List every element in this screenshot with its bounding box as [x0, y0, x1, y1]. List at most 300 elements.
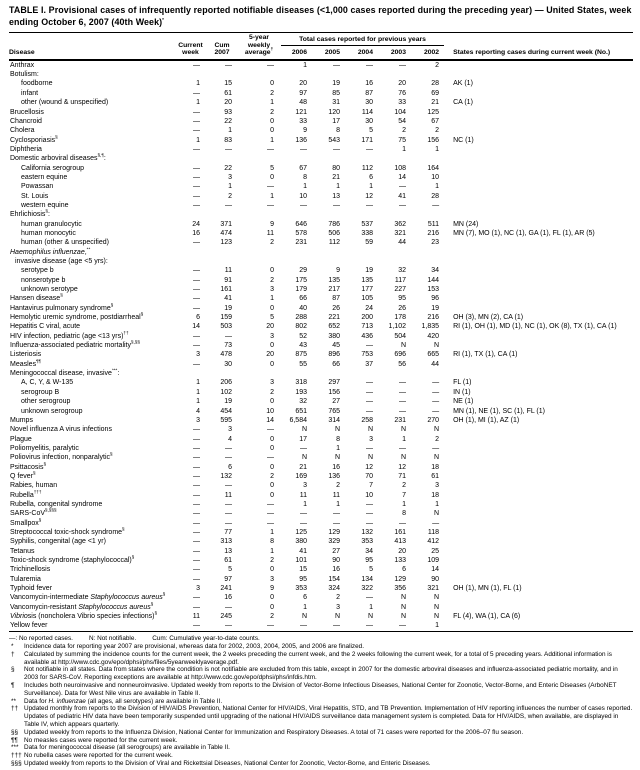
table-row	[9, 276, 633, 285]
footnote-mark: ¶¶	[11, 736, 18, 744]
value-cell: 2	[270, 239, 274, 247]
value-cell: 125	[427, 108, 440, 116]
value-cell: 80	[332, 164, 340, 172]
value-cell: 537	[361, 220, 373, 228]
value-cell: —	[267, 201, 274, 209]
table-row	[9, 220, 633, 229]
footnote-mark: §§§	[11, 759, 22, 767]
value-cell: —	[333, 145, 340, 153]
value-cell: 21	[431, 99, 440, 107]
value-cell: 5	[369, 127, 373, 135]
value-cell: 56	[398, 360, 406, 368]
footnote-text: Data for H. influenzae (all ages, all serotypes) are available in Table II.	[24, 697, 223, 705]
value-cell: —	[366, 145, 373, 153]
value-cell: —	[333, 510, 340, 518]
disease-name: Tularemia	[10, 575, 41, 583]
value-cell: 118	[427, 528, 440, 536]
value-cell: N	[400, 613, 406, 621]
value-cell: N	[400, 603, 406, 611]
footnote-mark: §§	[11, 728, 19, 736]
value-cell: 651	[295, 407, 307, 415]
table-row	[9, 378, 633, 387]
states-cell	[445, 173, 633, 182]
value-cell: —	[300, 444, 307, 452]
footnote-marker: §	[122, 526, 125, 532]
value-cell: —	[206, 621, 238, 631]
value-cell: 0	[270, 491, 274, 499]
value-cell: —	[193, 482, 200, 490]
footnote-marker: §	[38, 517, 42, 523]
value-cell: 161	[220, 286, 232, 294]
value-cell: —	[193, 500, 200, 508]
section-row	[9, 257, 633, 266]
value-cell: 0	[270, 566, 274, 574]
value-cell: N	[334, 426, 340, 434]
value-cell: 12	[365, 192, 373, 200]
value-cell: —	[432, 519, 440, 527]
value-cell: —	[399, 61, 406, 69]
value-cell: —	[193, 491, 200, 499]
table-header	[9, 33, 633, 60]
table-row	[9, 481, 633, 490]
value-cell: 270	[427, 416, 440, 424]
value-cell: 67	[299, 164, 307, 172]
value-cell: 91	[224, 276, 232, 284]
value-cell: —	[193, 360, 200, 368]
value-cell: 1	[303, 61, 307, 69]
column-header-year: 2006	[280, 46, 313, 60]
value-cell: 9	[270, 585, 274, 593]
value-cell: 125	[295, 528, 307, 536]
value-cell: 20	[398, 80, 406, 88]
value-cell: 32	[299, 398, 307, 406]
value-cell: 121	[295, 108, 307, 116]
value-cell: 288	[295, 314, 307, 322]
value-cell: 95	[365, 557, 373, 564]
value-cell: —	[399, 388, 406, 396]
value-cell: 33	[398, 99, 406, 107]
table-row	[9, 593, 633, 602]
value-cell: 10	[299, 192, 307, 200]
section-row	[9, 369, 633, 378]
value-cell: 11	[332, 491, 340, 499]
value-cell: 90	[332, 557, 340, 564]
value-cell: 4	[228, 435, 232, 443]
column-header-current-week: Current week	[175, 33, 206, 60]
value-cell: —	[225, 145, 232, 153]
value-cell: 164	[427, 164, 440, 172]
table-row	[9, 407, 633, 416]
states-cell: MN (1), NE (1), SC (1), FL (1)	[453, 407, 545, 415]
value-cell: 87	[332, 295, 340, 303]
value-cell: 161	[394, 528, 406, 536]
footnote-marker: §	[55, 134, 58, 140]
value-cell: 227	[394, 286, 406, 294]
value-cell: 27	[332, 547, 340, 555]
value-cell: 22	[224, 164, 232, 172]
table-row	[9, 556, 633, 565]
footnote-marker: †††	[33, 489, 42, 495]
value-cell: 135	[361, 276, 373, 284]
value-cell: 77	[224, 528, 232, 536]
value-cell: 258	[361, 416, 373, 424]
value-cell: —	[193, 342, 200, 350]
table-row	[9, 360, 633, 369]
value-cell: N	[301, 613, 307, 621]
value-cell: 0	[270, 342, 274, 350]
value-cell: 132	[220, 472, 232, 480]
footnote-mark: ††	[11, 705, 19, 713]
table-row	[9, 164, 633, 173]
table-row	[9, 98, 633, 107]
value-cell: 3	[228, 426, 232, 434]
states-cell	[445, 341, 633, 350]
footnote	[9, 729, 633, 737]
value-cell: —	[399, 183, 406, 191]
italic-text: Haemophilus influenzae	[10, 248, 85, 256]
value-cell: N	[434, 603, 440, 611]
disease-name: Yellow fever	[9, 621, 175, 631]
states-cell: OH (1), MN (1), FL (1)	[453, 585, 522, 593]
value-cell: 0	[270, 267, 274, 275]
column-header-states: States reporting cases during current week (No.)	[445, 33, 633, 60]
value-cell: 171	[361, 136, 373, 144]
legend-item: N: Not notifiable.	[88, 634, 137, 642]
footnote	[9, 698, 633, 706]
value-cell: N	[301, 454, 307, 462]
value-cell: N	[400, 426, 406, 434]
disease-name: Measles¶¶	[10, 358, 42, 368]
value-cell: 13	[224, 547, 232, 555]
value-cell: —	[432, 444, 440, 452]
value-cell: 1	[270, 547, 274, 555]
section-row	[9, 154, 633, 163]
value-cell: 504	[394, 332, 406, 340]
value-cell: 0	[270, 304, 274, 312]
footnote	[9, 651, 633, 667]
value-cell: 8	[270, 538, 274, 546]
value-cell: —	[193, 267, 200, 275]
value-cell: 33	[299, 117, 307, 125]
value-cell: 104	[394, 108, 406, 116]
value-cell: 1	[270, 192, 274, 200]
italic-text: Vibrio	[10, 613, 28, 621]
states-cell	[445, 192, 633, 201]
table-row	[9, 332, 633, 341]
value-cell: —	[366, 201, 373, 209]
disease-name: human (other & unspecified)	[21, 239, 109, 247]
value-cell: 1	[196, 398, 200, 406]
value-cell: —	[193, 528, 200, 536]
value-cell: 2	[435, 61, 440, 69]
value-cell: 356	[394, 585, 406, 593]
value-cell: 1	[336, 444, 340, 452]
states-cell	[445, 593, 633, 602]
value-cell: —	[300, 519, 307, 527]
footnote-text: Updated monthly from reports to the Division of HIV/AIDS Prevention, National Center for HIV/AIDS, Viral Hepatitis, STD, and TB Prevention. Implementation of HIV reporting influences the number of cases reported. Updates of pediatric HIV data have been temporarily suspended until upgrading of the national HIV/AIDS surveillance data management system is completed. Data for HIV/AIDS, when available, are displayed in Table IV, which appears quarterly.	[24, 705, 633, 728]
states-cell	[445, 201, 633, 210]
value-cell: 1	[336, 500, 340, 508]
footnote-mark: **	[11, 697, 16, 705]
value-cell: 19	[224, 304, 232, 312]
footnotes	[9, 643, 633, 768]
value-cell: 206	[220, 379, 232, 387]
value-cell: —	[267, 454, 274, 462]
table-row	[9, 182, 633, 191]
value-cell: 66	[332, 360, 340, 368]
value-cell: 1	[228, 183, 232, 191]
value-cell: 8	[402, 510, 406, 518]
footnote-marker: §	[32, 470, 36, 476]
disease-name: Cyclosporiasis§	[10, 134, 58, 144]
value-cell: 16	[365, 80, 373, 88]
value-cell: 2	[270, 89, 274, 97]
value-cell: 511	[427, 220, 440, 228]
disease-name: St. Louis	[21, 192, 49, 200]
footnote-marker: ††	[123, 330, 129, 336]
value-cell: 0	[270, 603, 274, 611]
value-cell: 420	[427, 332, 440, 340]
disease-name: other (wound & unspecified)	[21, 99, 109, 107]
value-cell: 646	[295, 220, 307, 228]
value-cell: 3	[369, 435, 373, 443]
value-cell: 69	[431, 89, 440, 97]
table-row	[9, 266, 633, 275]
table-row	[9, 537, 633, 546]
table-row	[9, 575, 633, 584]
value-cell: 380	[295, 538, 307, 546]
value-cell: N	[400, 594, 406, 602]
footnote-marker: ***	[111, 367, 118, 373]
table-row	[9, 313, 633, 322]
value-cell: 896	[328, 351, 340, 359]
value-cell: —	[366, 61, 373, 69]
value-cell: 159	[220, 314, 232, 322]
table-row	[9, 173, 633, 182]
states-cell: OH (3), MN (2), CA (1)	[453, 314, 524, 322]
value-cell: 76	[398, 89, 406, 97]
value-cell: —	[267, 61, 274, 69]
value-cell: —	[225, 61, 232, 69]
value-cell: 156	[328, 388, 340, 396]
value-cell: —	[193, 201, 200, 209]
states-cell	[445, 575, 633, 584]
value-cell: 1	[303, 500, 307, 508]
value-cell: —	[333, 519, 340, 527]
value-cell: —	[193, 557, 200, 564]
value-cell: 44	[398, 239, 406, 247]
value-cell: 353	[361, 538, 373, 546]
value-cell: —	[267, 510, 274, 518]
value-cell: —	[366, 398, 373, 406]
value-cell: —	[193, 603, 200, 611]
value-cell: —	[193, 145, 200, 153]
value-cell: 108	[394, 164, 406, 172]
value-cell: 2	[402, 482, 406, 490]
value-cell: 21	[299, 463, 307, 471]
value-cell: N	[400, 342, 406, 350]
table-row	[9, 304, 633, 313]
value-cell: 3	[196, 416, 200, 424]
value-cell: 83	[224, 136, 232, 144]
disease-name: Botulism:	[10, 71, 39, 79]
table-row	[9, 500, 633, 509]
states-cell	[445, 537, 633, 546]
value-cell: —	[193, 192, 200, 200]
value-cell: 16	[332, 463, 340, 471]
value-cell: 1	[402, 435, 406, 443]
value-cell: 3	[196, 585, 200, 593]
value-cell: —	[193, 444, 200, 452]
value-cell: N	[434, 454, 440, 462]
value-cell: 231	[394, 416, 406, 424]
value-cell: 12	[365, 463, 373, 471]
states-cell: OH (1), MI (1), AZ (1)	[453, 416, 520, 424]
value-cell: 48	[299, 99, 307, 107]
table-row	[9, 565, 633, 574]
table-row	[9, 612, 633, 621]
states-cell	[445, 425, 633, 434]
value-cell: 70	[365, 472, 373, 480]
value-cell: 30	[224, 360, 232, 368]
states-cell	[445, 145, 633, 154]
value-cell: 109	[427, 557, 440, 564]
states-cell: FL (4), WA (1), CA (6)	[453, 613, 521, 621]
table-row	[9, 584, 633, 593]
value-cell: 61	[224, 557, 232, 564]
value-cell: 380	[328, 332, 340, 340]
value-cell: 34	[365, 547, 373, 555]
value-cell: 18	[431, 491, 440, 499]
value-cell: 112	[361, 164, 373, 172]
table-row	[9, 322, 633, 331]
value-cell: 134	[361, 575, 373, 583]
value-cell: 179	[295, 286, 307, 294]
value-cell: 5	[369, 566, 373, 574]
states-cell	[445, 472, 633, 481]
value-cell: 41	[299, 547, 307, 555]
value-cell: 10	[431, 173, 440, 181]
column-header-year: 2003	[379, 46, 412, 60]
value-cell: 95	[299, 575, 307, 583]
disease-name: Psittacosis§	[10, 461, 47, 471]
value-cell: 73	[224, 342, 232, 350]
value-cell: 112	[328, 239, 340, 247]
footnote-text: Updated weekly from reports to the Division of Viral and Rickettsial Diseases, National Center for Zoonotic, Vector-Borne, and Enteric Diseases.	[24, 759, 431, 767]
value-cell: 713	[361, 323, 373, 331]
value-cell: —	[366, 510, 373, 518]
disease-name: HIV infection, pediatric (age <13 yrs)††	[10, 330, 129, 340]
value-cell: —	[300, 201, 307, 209]
states-cell: MN (7), MO (1), NC (1), GA (1), FL (1), AR (5)	[453, 229, 595, 237]
states-cell	[445, 164, 633, 173]
table-row	[9, 108, 633, 117]
disease-name: Tetanus	[10, 547, 35, 555]
disease-name: human granulocytic	[21, 220, 82, 228]
data-table	[9, 32, 633, 632]
disease-name: Hansen disease§	[10, 293, 63, 303]
value-cell: 97	[299, 89, 307, 97]
footnote-text: Calculated by summing the incidence counts for the current week, the 2 weeks preceding the current week, and the 2 weeks following the current week, for a total of 5 preceding years. Additional information is available at http://www.cdc.gov/epo/dphsi/phs/files/5yearweeklyaverage.pdf.	[24, 650, 612, 666]
value-cell: 329	[328, 538, 340, 546]
disease-name: Streptococcal toxic-shock syndrome§	[10, 526, 125, 536]
value-cell: 474	[220, 229, 232, 237]
disease-name: Q fever§	[10, 470, 36, 480]
value-cell: 105	[361, 295, 373, 303]
disease-name: Rubella†††	[10, 489, 42, 499]
value-cell: —	[432, 201, 440, 209]
disease-name: Poliomyelitis, paralytic	[10, 444, 79, 452]
states-cell	[445, 565, 633, 574]
table-row	[9, 388, 633, 397]
value-cell: 3	[270, 379, 274, 387]
disease-name: Powassan	[21, 183, 54, 191]
states-cell	[445, 360, 633, 369]
footnote	[9, 643, 633, 651]
footnote	[9, 705, 633, 728]
value-cell: 123	[220, 239, 232, 247]
value-cell: 3	[435, 482, 440, 490]
table-row	[9, 519, 633, 528]
value-cell: 34	[431, 267, 440, 275]
value-cell: 216	[427, 229, 440, 237]
value-cell: 129	[328, 528, 340, 536]
column-group-previous-years	[280, 33, 445, 46]
value-cell: 2	[270, 108, 274, 116]
table-row	[9, 285, 633, 294]
disease-name: Trichinellosis	[10, 566, 51, 574]
value-cell: 802	[295, 323, 307, 331]
value-cell: 3	[228, 173, 232, 181]
value-cell: 135	[328, 276, 340, 284]
value-cell: 20	[266, 323, 274, 331]
table-row	[9, 79, 633, 88]
value-cell: —	[399, 444, 406, 452]
value-cell: N	[334, 613, 340, 621]
value-cell: 11	[266, 229, 274, 237]
value-cell: 90	[431, 575, 440, 583]
value-cell: 2	[270, 276, 274, 284]
footnote-mark: ¶	[11, 681, 15, 689]
value-cell: 19	[365, 267, 373, 275]
value-cell: 175	[295, 276, 307, 284]
value-cell: 2	[435, 127, 440, 135]
value-cell: 1	[336, 183, 340, 191]
value-cell: —	[193, 295, 200, 303]
states-cell	[445, 603, 633, 612]
value-cell: 503	[220, 323, 232, 331]
table-row	[9, 547, 633, 556]
value-cell: —	[399, 519, 406, 527]
states-cell	[445, 276, 633, 285]
value-cell: 5	[228, 566, 232, 574]
value-cell: 321	[394, 229, 406, 237]
value-cell: 52	[299, 332, 307, 340]
value-cell: 14	[266, 416, 274, 424]
disease-name: Smallpox§	[10, 517, 42, 527]
value-cell: 32	[398, 267, 406, 275]
value-cell: 66	[299, 295, 307, 303]
footnote-marker: §	[43, 461, 47, 467]
value-cell: 18	[431, 463, 440, 471]
table-row	[9, 472, 633, 481]
value-cell: 156	[427, 136, 440, 144]
disease-name: Plague	[10, 435, 32, 443]
disease-name: Chancroid	[10, 117, 42, 125]
value-cell: —	[193, 566, 200, 574]
value-cell: 20	[224, 99, 232, 107]
value-cell: —	[366, 388, 373, 396]
